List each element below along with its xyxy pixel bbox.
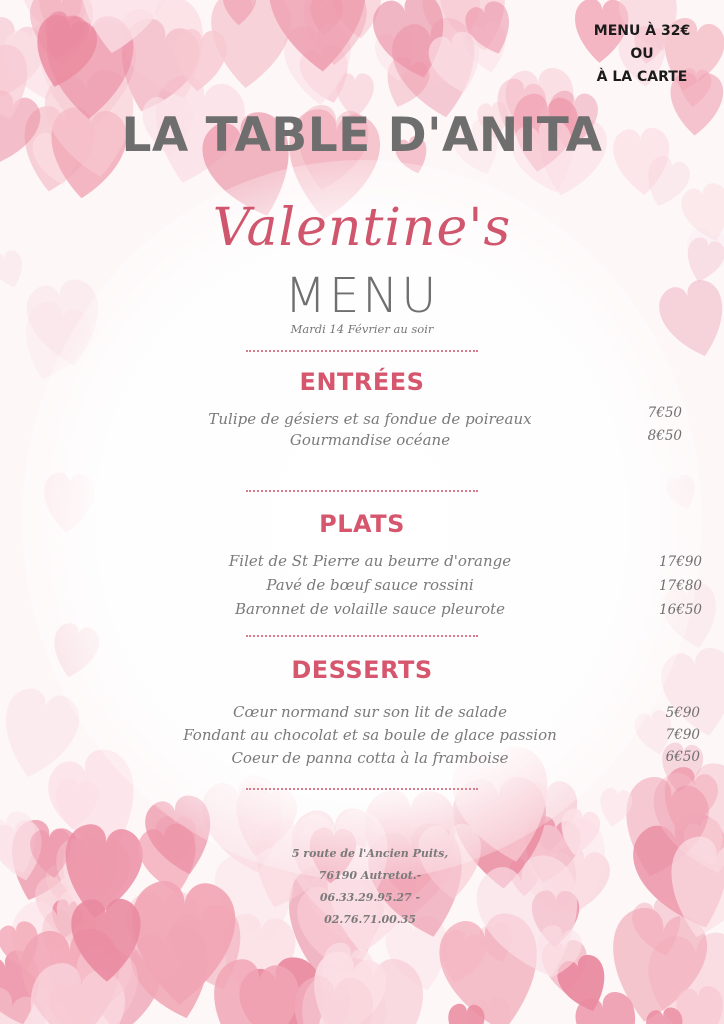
menu-item: Tulipe de gésiers et sa fondue de poireaux — [208, 410, 532, 428]
restaurant-name: LA TABLE D'ANITA — [121, 108, 603, 163]
menu-title: MENU — [284, 268, 440, 324]
event-date: Mardi 14 Février au soir — [290, 322, 434, 336]
menu-item-price: 7€90 — [665, 727, 700, 743]
address-street: 5 route de l'Ancien Puits, — [291, 847, 449, 860]
offer-line-1: MENU À 32€ — [593, 23, 691, 39]
menu-item-price: 17€80 — [659, 578, 702, 594]
menu-item: Filet de St Pierre au beurre d'orange — [228, 552, 512, 570]
divider — [246, 788, 478, 790]
menu-item: Coeur de panna cotta à la framboise — [231, 749, 509, 767]
section-title-desserts: DESSERTS — [291, 656, 433, 684]
menu-item: Fondant au chocolat et sa boule de glace passion — [183, 726, 557, 744]
section-title-entrees: ENTRÉES — [299, 368, 425, 396]
section-title-plats: PLATS — [319, 510, 405, 538]
menu-item: Baronnet de volaille sauce pleurote — [234, 600, 506, 618]
menu-offer — [582, 20, 702, 89]
menu-item-price: 6€50 — [665, 749, 700, 765]
restaurant-address — [220, 843, 520, 931]
divider — [246, 490, 478, 492]
valentines-script-title: Valentine's — [212, 198, 512, 258]
phone-number: 02.76.71.00.35 — [324, 913, 416, 926]
menu-item-price: 16€50 — [659, 602, 702, 618]
divider — [246, 350, 478, 352]
phone-number: 06.33.29.95.27 - — [319, 891, 421, 904]
menu-item-price: 5€90 — [665, 705, 700, 721]
menu-item: Cœur normand sur son lit de salade — [233, 703, 507, 721]
offer-line-2: OU — [630, 46, 654, 62]
menu-item-price: 17€90 — [659, 554, 702, 570]
offer-line-3: À LA CARTE — [596, 69, 688, 85]
menu-item: Pavé de bœuf sauce rossini — [266, 576, 474, 594]
divider — [246, 635, 478, 637]
menu-item: Gourmandise océane — [289, 431, 451, 449]
menu-item-price: 8€50 — [647, 428, 682, 444]
address-city: 76190 Autretot.- — [318, 869, 422, 882]
menu-item-price: 7€50 — [647, 405, 682, 421]
